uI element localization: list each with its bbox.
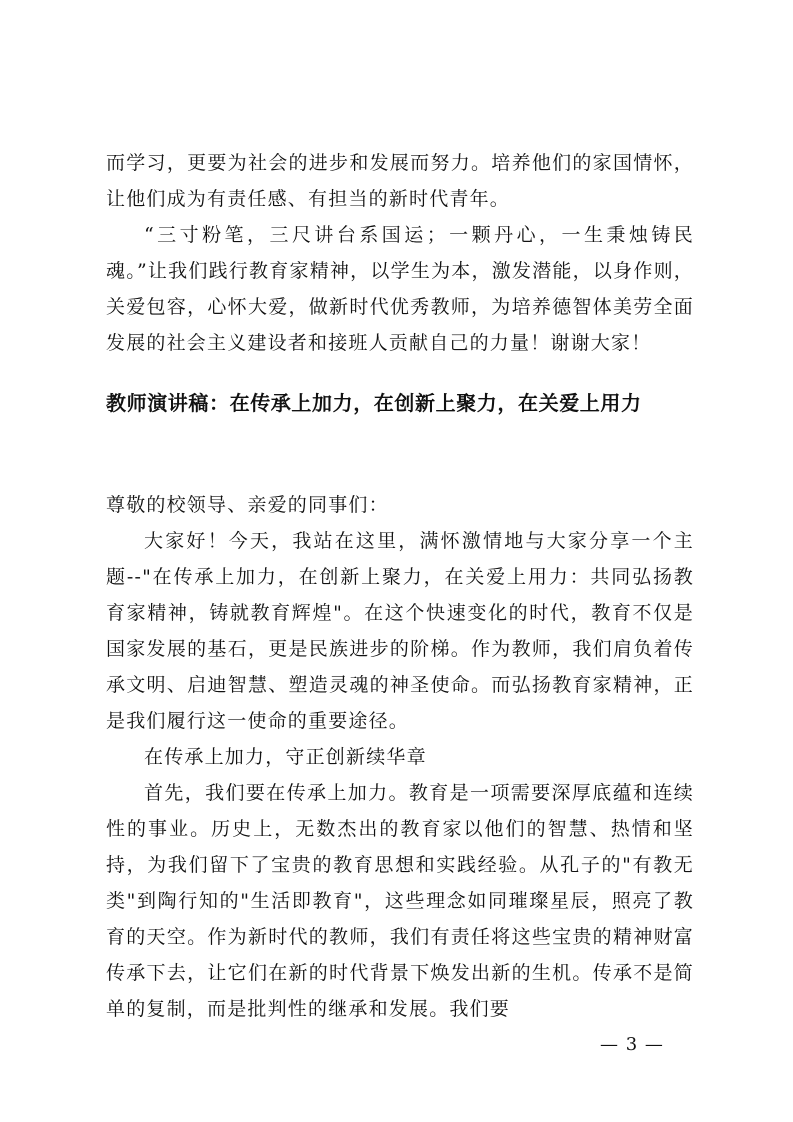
page-number: — 3 —	[600, 1034, 664, 1055]
salutation: 尊敬的校领导、亲爱的同事们：	[106, 494, 389, 516]
section-subheading: 在传承上加力，守正创新续华章	[144, 746, 427, 768]
paragraph-heritage: 首先，我们要在传承上加力。教育是一项需要深厚底蕴和连续性的事业。历史上，无数杰出的教育家以他们的智慧、热情和坚持，为我们留下了宝贵的教育思想和实践经验。从孔子的"有教无类"到陶行知的"生活即教育"，这些理念如同璀璨星辰，照亮了教育的天空。作为新时代的教师，我们有责任将这些宝贵的精神财富传承下去，让它们在新的时代背景下焕发出新的生机。传承不是简单的复制，而是批判性的继承和发展。我们要	[106, 782, 694, 1020]
paragraph-continuation: 而学习，更要为社会的进步和发展而努力。培养他们的家国情怀，让他们成为有责任感、有担当的新时代青年。	[106, 152, 694, 210]
paragraph-closing-quote: “三寸粉笔，三尺讲台系国运；一颗丹心，一生秉烛铸民魂。”让我们践行教育家精神，以学生为本，激发潜能，以身作则，关爱包容，心怀大爱，做新时代优秀教师，为培养德智体美劳全面发展的社会主义建设者和接班人贡献自己的力量！谢谢大家！	[106, 224, 694, 354]
speech-heading: 教师演讲稿：在传承上加力，在创新上聚力，在关爱上用力	[106, 391, 642, 415]
paragraph-opening: 大家好！今天，我站在这里，满怀激情地与大家分享一个主题--"在传承上加力，在创新上聚力，在关爱上用力：共同弘扬教育家精神，铸就教育辉煌"。在这个快速变化的时代，教育不仅是国家发展的基石，更是民族进步的阶梯。作为教师，我们肩负着传承文明、启迪智慧、塑造灵魂的神圣使命。而弘扬教育家精神，正是我们履行这一使命的重要途径。	[106, 530, 694, 732]
document-body	[106, 145, 694, 1027]
